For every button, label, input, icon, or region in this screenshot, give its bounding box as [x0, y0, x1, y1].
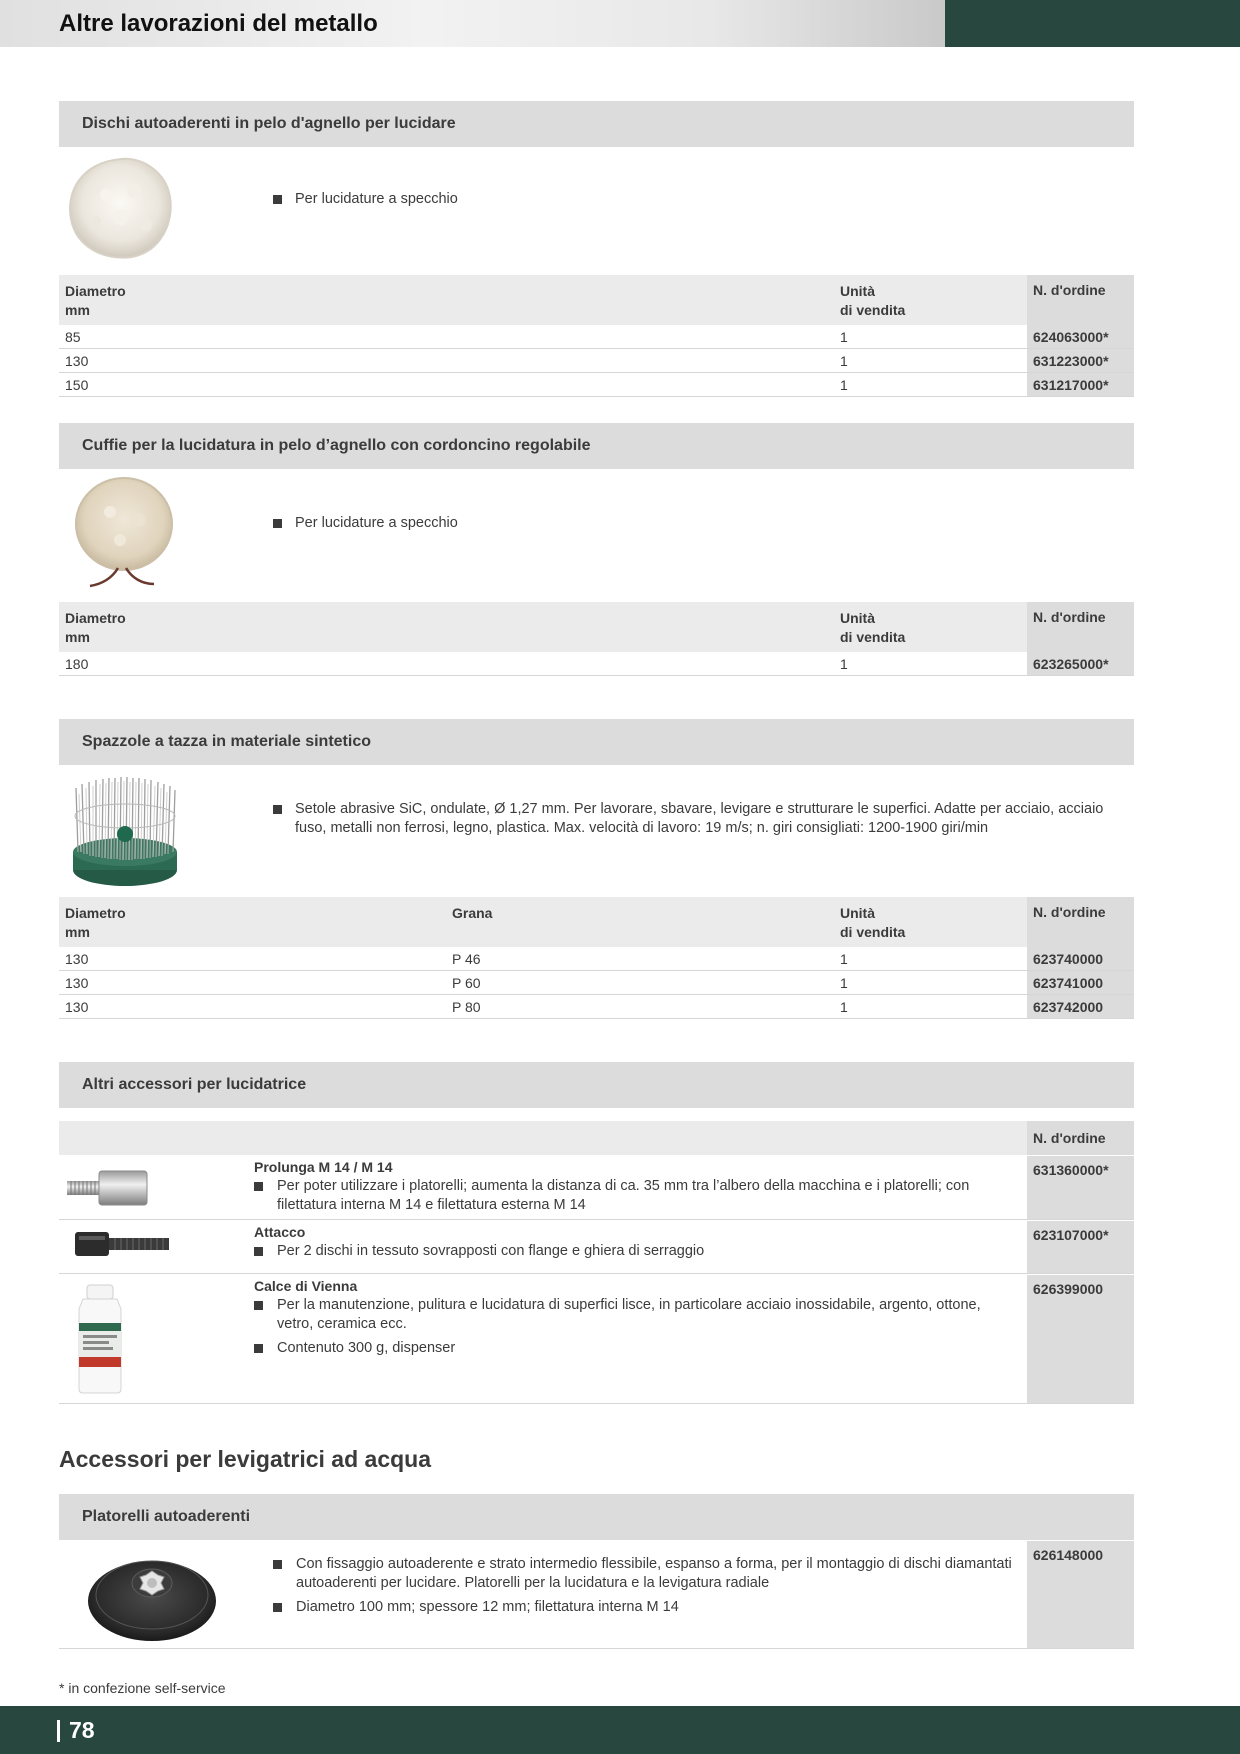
cell-diametro: 180	[65, 656, 89, 672]
cell-diametro: 130	[65, 999, 89, 1015]
cell-unita: 1	[840, 951, 848, 967]
cell-unita: 1	[840, 353, 848, 369]
col-unita: Unità di vendita	[840, 610, 906, 645]
vienna-lime-jar-image	[73, 1283, 127, 1395]
cell-diametro: 130	[65, 353, 89, 369]
accessory-row-attachment	[59, 1221, 1134, 1274]
header-accent-block	[945, 0, 1240, 47]
table-lambswool-bonnets	[59, 602, 1134, 676]
section-header-cup-brushes	[59, 719, 1134, 765]
cell-unita: 1	[840, 656, 848, 672]
backing-pad-image	[85, 1545, 219, 1645]
col-ordine: N. d'ordine	[1027, 602, 1134, 652]
table-row	[59, 971, 1134, 995]
cell-ordine: 624063000*	[1027, 325, 1134, 348]
backing-pad-row	[59, 1541, 1134, 1649]
accessory-bullet: Per 2 dischi in tessuto sovrapposti con flange e ghiera di serraggio	[254, 1242, 1014, 1261]
table-row	[59, 652, 1134, 676]
page-footer	[0, 1706, 1240, 1754]
section-title: Altri accessori per lucidatrice	[82, 1076, 307, 1093]
cell-ordine: 626148000	[1027, 1541, 1134, 1648]
section-header-lambswool-bonnets	[59, 423, 1134, 469]
section-header-backing-pads	[59, 1494, 1134, 1540]
cell-ordine: 631360000*	[1027, 1156, 1134, 1219]
backing-pad-bullet: Con fissaggio autoaderente e strato intermedio flessibile, espanso a forma, per il montaggio di dischi diamantati autoaderenti per lucidare. Platorelli per la lucidatura e la levigatura radiale	[273, 1555, 1063, 1593]
section-title: Platorelli autoaderenti	[82, 1508, 251, 1525]
attachment-image	[73, 1229, 173, 1259]
backing-pad-bullet: Diametro 100 mm; spessore 12 mm; filettatura interna M 14	[273, 1598, 1063, 1617]
section-title: Cuffie per la lucidatura in pelo d’agnello con cordoncino regolabile	[82, 437, 591, 454]
accessory-name: Attacco	[254, 1224, 306, 1240]
page-title: Altre lavorazioni del metallo	[59, 10, 378, 37]
table-header	[59, 602, 1134, 652]
section-header-lambswool-discs	[59, 101, 1134, 147]
table-row	[59, 373, 1134, 397]
cell-unita: 1	[840, 377, 848, 393]
accessory-name: Prolunga M 14 / M 14	[254, 1159, 393, 1175]
cell-unita: 1	[840, 999, 848, 1015]
cell-unita: 1	[840, 329, 848, 345]
cell-grana: P 80	[452, 999, 481, 1015]
cell-ordine: 623741000	[1027, 971, 1134, 994]
page-number: 78	[57, 1717, 95, 1744]
section-header-accessories	[59, 1062, 1134, 1108]
cell-ordine: 623265000*	[1027, 652, 1134, 675]
accessory-name: Calce di Vienna	[254, 1278, 358, 1294]
col-ordine: N. d'ordine	[1027, 1121, 1134, 1155]
cell-ordine: 623742000	[1027, 995, 1134, 1018]
cell-diametro: 85	[65, 329, 81, 345]
footnote: * in confezione self-service	[59, 1680, 226, 1696]
table-row	[59, 349, 1134, 373]
table-header	[59, 275, 1134, 325]
col-unita: Unità di vendita	[840, 283, 906, 318]
accessory-bullet: Per la manutenzione, pulitura e lucidatura di superfici lisce, in particolare acciaio inossidabile, argento, ottone, vetro, ceramica ecc.	[254, 1296, 1014, 1334]
cell-diametro: 130	[65, 951, 89, 967]
table-cup-brushes	[59, 897, 1134, 1019]
cell-ordine: 631223000*	[1027, 349, 1134, 372]
accessory-row-vienna-lime	[59, 1275, 1134, 1404]
cell-grana: P 46	[452, 951, 481, 967]
col-unita: Unità di vendita	[840, 905, 906, 940]
section-title: Dischi autoaderenti in pelo d'agnello per lucidare	[82, 115, 456, 132]
cell-ordine: 631217000*	[1027, 373, 1134, 396]
col-diametro: Diametro mm	[65, 610, 126, 645]
lambswool-bonnet-image	[68, 476, 178, 591]
lambswool-disc-image	[66, 155, 176, 261]
water-sander-title: Accessori per levigatrici ad acqua	[59, 1446, 432, 1472]
section-bullet: Per lucidature a specchio	[273, 514, 1113, 533]
cell-ordine: 626399000	[1027, 1275, 1134, 1403]
section-bullet: Per lucidature a specchio	[273, 190, 1113, 209]
cup-brush-image	[70, 774, 180, 890]
accessory-bullet: Contenuto 300 g, dispenser	[254, 1339, 1014, 1358]
cell-ordine: 623740000	[1027, 947, 1134, 970]
table-header	[59, 897, 1134, 947]
table-row	[59, 947, 1134, 971]
table-row	[59, 325, 1134, 349]
table-lambswool-discs	[59, 275, 1134, 397]
section-title: Spazzole a tazza in materiale sintetico	[82, 733, 371, 750]
table-row	[59, 995, 1134, 1019]
cell-grana: P 60	[452, 975, 481, 991]
cell-diametro: 130	[65, 975, 89, 991]
accessory-bullet: Per poter utilizzare i platorelli; aumenta la distanza di ca. 35 mm tra l’albero della macchina e i platorelli; con filettatura interna M 14 e filettatura esterna M 14	[254, 1177, 1014, 1215]
page-header	[0, 0, 1240, 47]
col-ordine: N. d'ordine	[1027, 275, 1134, 325]
accessory-row-extension	[59, 1156, 1134, 1220]
col-diametro: Diametro mm	[65, 283, 126, 318]
col-diametro: Diametro mm	[65, 905, 126, 940]
accessories-table-header	[59, 1121, 1134, 1155]
extension-image	[65, 1168, 151, 1208]
cell-ordine: 623107000*	[1027, 1221, 1134, 1273]
col-grana: Grana	[452, 905, 493, 921]
cell-unita: 1	[840, 975, 848, 991]
section-bullet: Setole abrasive SiC, ondulate, Ø 1,27 mm. Per lavorare, sbavare, levigare e strutturare le superfici. Adatte per acciaio, acciaio fuso, metalli non ferrosi, legno, plastica. Max. velocità di lavoro: 19 m/s; n. giri consigliati: 1200-1900 giri/min	[273, 800, 1123, 838]
cell-diametro: 150	[65, 377, 89, 393]
col-ordine: N. d'ordine	[1027, 897, 1134, 947]
